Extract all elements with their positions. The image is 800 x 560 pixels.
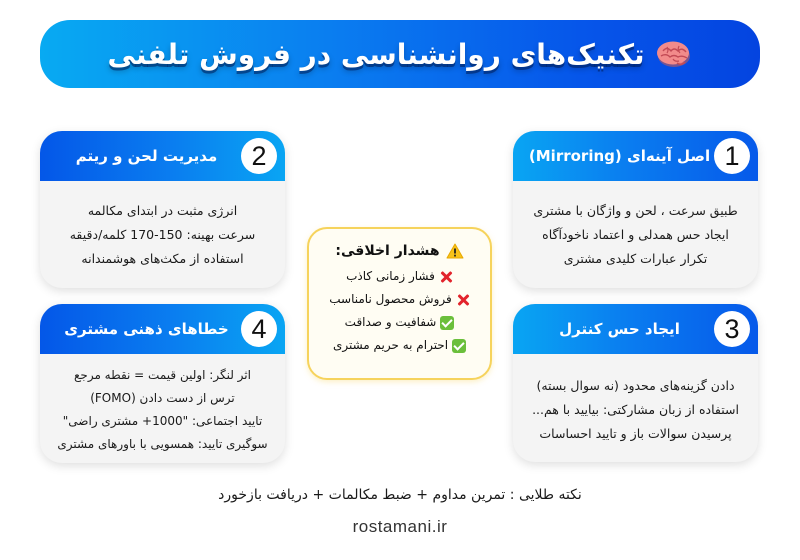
card-line: دادن گزینه‌های محدود (نه سوال بسته) [536, 378, 735, 393]
number-badge: 3 [714, 311, 750, 347]
card-line: انرژی مثبت در ابتدای مکالمه [87, 203, 238, 218]
ethics-item [309, 265, 490, 288]
card-title: ایجاد حس کنترل [559, 320, 680, 338]
card-body [40, 181, 285, 281]
ethics-item [309, 334, 490, 357]
card-line: تکرار عبارات کلیدی مشتری [563, 251, 708, 266]
ethics-warning-box [307, 227, 492, 380]
number-badge: 1 [714, 138, 750, 174]
card-line: پرسیدن سوالات باز و تایید احساسات [539, 426, 732, 441]
cross-icon [456, 293, 470, 307]
warning-icon [446, 243, 464, 259]
technique-card-tone-rhythm [40, 131, 285, 288]
number-badge: 4 [241, 311, 277, 347]
card-line: ترس از دست دادن (FOMO) [90, 391, 235, 405]
ethics-item-text: فشار زمانی کاذب [346, 269, 435, 283]
brain-icon [655, 39, 693, 69]
ethics-item [309, 288, 490, 311]
number-badge: 2 [241, 138, 277, 174]
card-body [40, 354, 285, 463]
card-line: استفاده از مکث‌های هوشمندانه [81, 251, 244, 266]
technique-card-sense-of-control [513, 304, 758, 462]
ethics-title [309, 243, 490, 259]
card-body [513, 181, 758, 281]
card-line: طبیق سرعت ، لحن و واژگان با مشتری [533, 203, 738, 218]
ethics-item-text: فروش محصول نامناسب [329, 292, 452, 306]
cross-icon [439, 270, 453, 284]
card-header [513, 304, 758, 354]
card-header [40, 304, 285, 354]
ethics-item-text: شفافیت و صداقت [344, 315, 437, 329]
technique-card-cognitive-biases [40, 304, 285, 463]
card-line: تایید اجتماعی: "1000+ مشتری راضی" [62, 414, 263, 428]
card-line: سوگیری تایید: همسویی با باورهای مشتری [57, 437, 268, 451]
check-icon [440, 316, 454, 330]
card-title: اصل آینه‌ای (Mirroring) [528, 147, 711, 165]
technique-card-mirroring [513, 131, 758, 288]
page-title: تکنیک‌های روانشناسی در فروش تلفنی [107, 37, 645, 71]
card-line: ایجاد حس همدلی و اعتماد ناخودآگاه [542, 227, 729, 242]
card-line: اثر لنگر: اولین قیمت = نقطه مرجع [74, 368, 251, 382]
check-icon [452, 339, 466, 353]
card-header [513, 131, 758, 181]
card-title: خطاهای ذهنی مشتری [64, 320, 229, 338]
title-banner [40, 20, 760, 88]
ethics-title-text: هشدار اخلاقی: [335, 243, 440, 259]
card-line: استفاده از زبان مشارکتی: بیایید با هم... [532, 402, 739, 417]
card-line: سرعت بهینه: 150-170 کلمه/دقیقه [69, 227, 256, 242]
ethics-item [309, 311, 490, 334]
website-label: rostamani.ir [352, 517, 448, 536]
ethics-item-text: احترام به حریم مشتری [332, 338, 449, 352]
card-body [513, 354, 758, 456]
card-header [40, 131, 285, 181]
golden-tip: نکته طلایی : تمرین مداوم + ضبط مکالمات + دریافت بازخورد [218, 487, 582, 503]
card-title: مدیریت لحن و ریتم [75, 147, 218, 165]
